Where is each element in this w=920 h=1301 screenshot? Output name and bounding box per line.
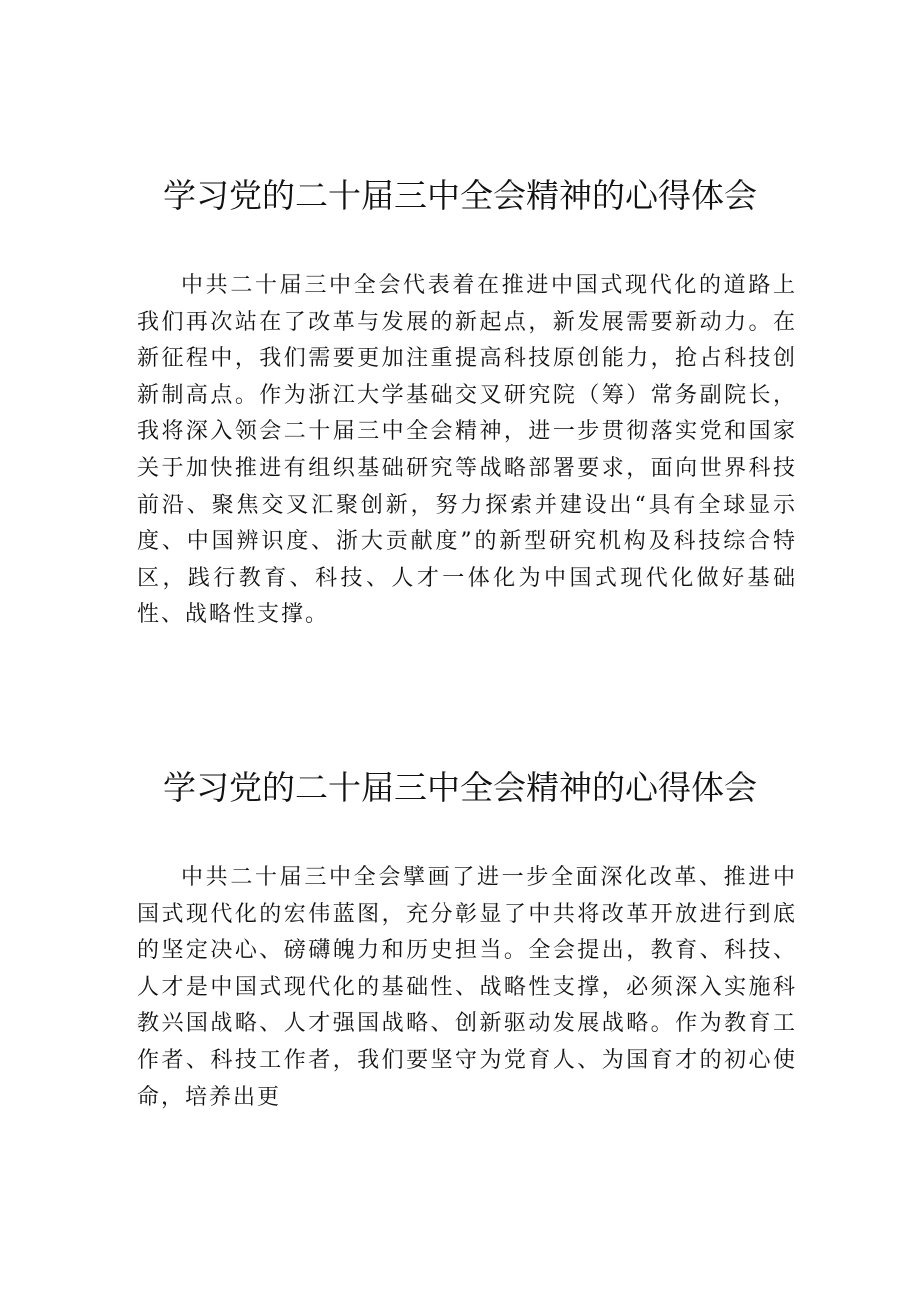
section-title-1: 学习党的二十届三中全会精神的心得体会 — [163, 176, 757, 215]
section-paragraph-1: 中共二十届三中全会代表着在推进中国式现代化的道路上我们再次站在了改革与发展的新起点，新发展需要新动力。在新征程中，我们需要更加注重提高科技原创能力，抢占科技创新制高点。作为浙江大学基础交叉研究院（筹）常务副院长，我将深入领会二十届三中全会精神，进一步贯彻落实党和国家关于加快推进有组织基础研究等战略部署要求，面向世界科技前沿、聚焦交叉汇聚创新，努力探索并建设出“具有全球显示度、中国辨识度、浙大贡献度”的新型研究机构及科技综合特区，践行教育、科技、人才一体化为中国式现代化做好基础性、战略性支撑。 — [137, 273, 797, 628]
section-title-2: 学习党的二十届三中全会精神的心得体会 — [163, 768, 757, 807]
section-paragraph-2: 中共二十届三中全会擘画了进一步全面深化改革、推进中国式现代化的宏伟蓝图，充分彰显了中共将改革开放进行到底的坚定决心、磅礴魄力和历史担当。全会提出，教育、科技、人才是中国式现代化的基础性、战略性支撑，必须深入实施科教兴国战略、人才强国战略、创新驱动发展战略。作为教育工作者、科技工作者，我们要坚守为党育人、为国育才的初心使命，培养出更 — [137, 865, 797, 1110]
